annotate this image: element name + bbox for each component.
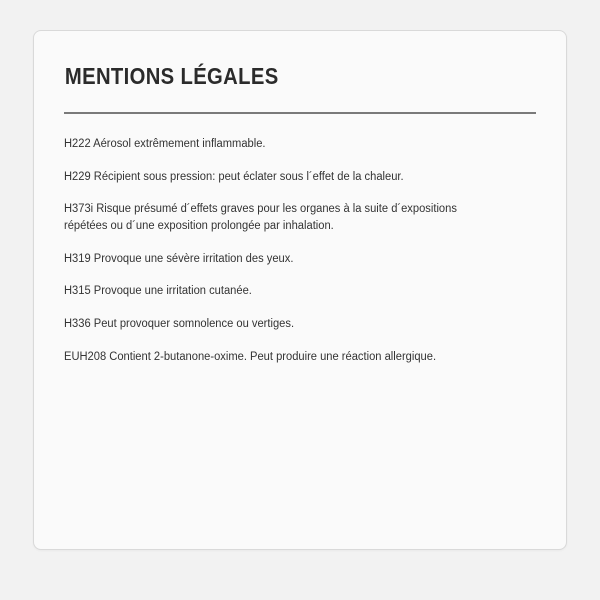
list-item: H315 Provoque une irritation cutanée. (64, 285, 252, 298)
list-item: H319 Provoque une sévère irritation des yeux. (64, 252, 294, 265)
hazard-statement-list (64, 136, 536, 365)
title-divider (64, 112, 536, 114)
list-item: EUH208 Contient 2-butanone-oxime. Peut produire une réaction allergique. (64, 350, 437, 363)
list-item: H222 Aérosol extrêmement inflammable. (64, 138, 266, 150)
legal-notices-card (33, 30, 567, 550)
list-item: H229 Récipient sous pression: peut éclater sous l´effet de la chaleur. (64, 170, 404, 183)
card-content (34, 31, 566, 365)
list-item: H373i Risque présumé d´effets graves pour les organes à la suite d´expositions répétées ou d´une exposition prolongée par inhalation. (64, 203, 457, 233)
page-title: MENTIONS LÉGALES (64, 63, 279, 89)
list-item: H336 Peut provoquer somnolence ou vertiges. (64, 318, 295, 331)
